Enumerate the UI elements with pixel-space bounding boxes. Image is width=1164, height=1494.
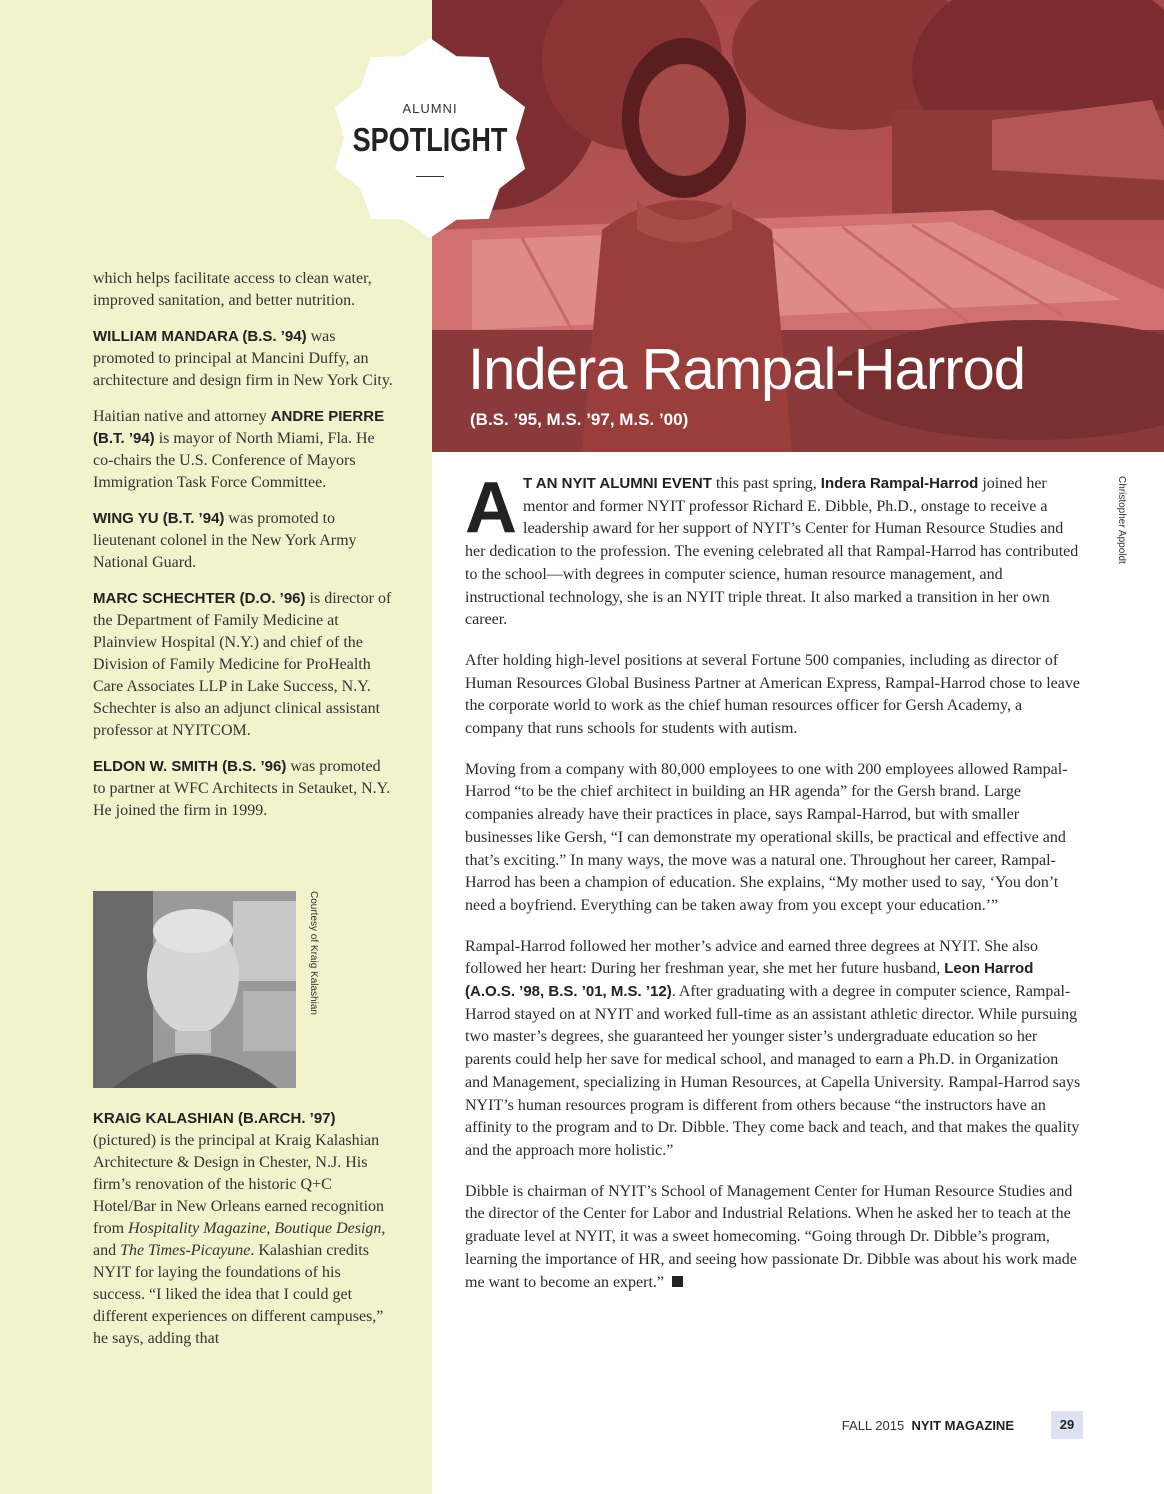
hero-name: Indera Rampal-Harrod	[468, 337, 1026, 402]
article-p1-text-b: joined her mentor and former NYIT professor Richard E. Dibble, Ph.D., onstage to receive a leadership award for her support of NYIT’s Center for Human Resource Studies and her dedication to the profession. The evening celebrated all that Rampal-Harrod has contributed to the school—with degrees in computer science, human resource management, and instructional technology, she is an NYIT triple threat. It also marked a transition in her own career.	[465, 475, 1079, 629]
page-number: 29	[1051, 1411, 1083, 1439]
note-kalashian-text-3: , and	[93, 1220, 386, 1259]
left-notes-upper	[93, 268, 393, 836]
publication-title-2: Boutique Design	[274, 1220, 382, 1237]
drop-cap: A	[465, 468, 517, 548]
note-smith-text: was promoted to partner at WFC Architects in Setauket, N.Y. He joined the firm in 1999.	[93, 758, 391, 819]
article-paragraph-4	[465, 936, 1083, 1163]
article-husband-name: Leon Harrod (A.O.S. ’98, B.S. ’01, M.S. ’12)	[465, 960, 1034, 1001]
note-schechter-name: MARC SCHECHTER (D.O. ’96)	[93, 590, 306, 607]
publication-title-1: Hospitality Magazine	[128, 1220, 267, 1237]
badge-small-label: ALUMNI	[402, 101, 458, 116]
article-paragraph-5	[465, 1181, 1083, 1295]
badge-big-label: SPOTLIGHT	[352, 121, 508, 158]
note-intro	[93, 268, 393, 312]
note-yu-text: was promoted to lieutenant colonel in the New York Army National Guard.	[93, 510, 357, 571]
badge-divider	[416, 176, 444, 177]
hero-photo	[432, 0, 1164, 452]
article-body	[465, 468, 1083, 1312]
note-schechter	[93, 588, 393, 742]
note-smith-name: ELDON W. SMITH (B.S. ’96)	[93, 758, 287, 775]
note-smith	[93, 756, 393, 822]
portrait-credit: Courtesy of Kraig Kalashian	[308, 891, 319, 1015]
article-lead-in: T AN NYIT ALUMNI EVENT	[523, 475, 712, 492]
note-kalashian-text-1: (pictured) is the principal at Kraig Kalashian Architecture & Design in Chester, N.J. His firm’s renovation of the historic Q+C Hotel/Bar in New Orleans earned recognition from	[93, 1132, 385, 1237]
portrait-illustration	[93, 891, 296, 1088]
note-yu	[93, 508, 393, 574]
note-mandara-name: WILLIAM MANDARA (B.S. ’94)	[93, 328, 307, 345]
footer-magazine: NYIT MAGAZINE	[911, 1418, 1014, 1433]
end-of-article-mark	[672, 1276, 683, 1287]
article-p4-text-b: . After graduating with a degree in computer science, Rampal-Harrod stayed on at NYIT and worked full-time as an assistant athletic director. While pursuing two master’s degrees, she guaranteed her younger sister’s undergraduate education so her parents could help her save for medical school, and managed to earn a Ph.D. in Organization and Management, specializing in Human Resources, at Capella University. Rampal-Harrod says NYIT’s human resources program is different from others because “the instructors have an affinity to the program and to Dr. Dibble. They come back and teach, and that makes the quality and the approach more holistic.”	[465, 983, 1081, 1159]
hero-degrees: (B.S. ’95, M.S. ’97, M.S. ’00)	[470, 410, 689, 429]
note-kalashian-name: KRAIG KALASHIAN (B.ARCH. ’97)	[93, 1110, 336, 1127]
kalashian-portrait	[93, 891, 296, 1088]
article-subject-name: Indera Rampal-Harrod	[820, 475, 979, 492]
page-footer	[842, 1418, 1014, 1433]
footer-issue: FALL 2015	[841, 1418, 905, 1433]
note-yu-name: WING YU (B.T. ’94)	[93, 510, 225, 527]
note-schechter-text: is director of the Department of Family Medicine at Plainview Hospital (N.Y.) and chief of the Division of Family Medicine for ProHealth Care Associates LLP in Lake Success, N.Y. Schechter is also an adjunct clinical assistant professor at NYITCOM.	[93, 590, 392, 739]
article-paragraph-1	[465, 468, 1083, 632]
note-kalashian-text-2: ,	[266, 1220, 275, 1237]
note-pierre-pre: Haitian native and attorney	[93, 408, 271, 425]
hero-photo-credit: Christopher Appoldt	[1116, 476, 1127, 564]
article-paragraph-3: Moving from a company with 80,000 employees to one with 200 employees allowed Rampal-Harrod “to be the chief architect in building an HR agenda” for the Gersh brand. Large companies already have their practices in place, says Rampal-Harrod, but with smaller businesses like Gersh, “I can demonstrate my operational skills, be practical and effective and that’s exciting.” In many ways, the move was a natural one. Throughout her career, Rampal-Harrod has been a champion of education. She explains, “My mother used to say, ‘You don’t need a boyfriend. Everything can be taken away from you except your education.’”	[465, 760, 1068, 914]
spotlight-badge	[325, 33, 535, 243]
article-p1-text-a: this past spring,	[711, 475, 821, 492]
note-kalashian-text-4: . Kalashian credits NYIT for laying the foundations of his success. “I liked the idea that I could get different experiences on different campuses,” he says, adding that	[93, 1242, 384, 1347]
article-p4-text-a: Rampal-Harrod followed her mother’s advice and earned three degrees at NYIT. She also followed her heart: During her freshman year, she met her future husband,	[465, 937, 1038, 978]
article-paragraph-2: After holding high-level positions at several Fortune 500 companies, including as director of Human Resources Global Business Partner at American Express, Rampal-Harrod chose to leave the corporate world to work as the chief human resources officer for Gersh Academy, a company that runs schools for students with autism.	[465, 651, 1080, 738]
publication-title-3: The Times-Picayune	[120, 1242, 251, 1259]
note-kalashian	[93, 1108, 393, 1350]
article-p5-text: Dibble is chairman of NYIT’s School of Management Center for Human Resource Studies and the director of the Center for Labor and Industrial Relations. When he asked her to teach at the graduate level at NYIT, it was a sweet homecoming. “Going through Dr. Dibble’s program, learning the importance of HR, and seeing how passionate Dr. Dibble was about his work made me want to become an expert.”	[465, 1182, 1077, 1291]
note-intro-text: which helps facilitate access to clean water, improved sanitation, and better nutrition.	[93, 270, 372, 309]
note-pierre-name: ANDRE PIERRE (B.T. ’94)	[93, 408, 385, 447]
note-pierre-text: is mayor of North Miami, Fla. He co-chairs the U.S. Conference of Mayors Immigration Task Force Committee.	[93, 430, 375, 491]
left-notes-lower	[93, 1108, 393, 1364]
note-mandara-text: was promoted to principal at Mancini Duffy, an architecture and design firm in New York City.	[93, 328, 393, 389]
note-mandara	[93, 326, 393, 392]
note-pierre	[93, 406, 393, 494]
